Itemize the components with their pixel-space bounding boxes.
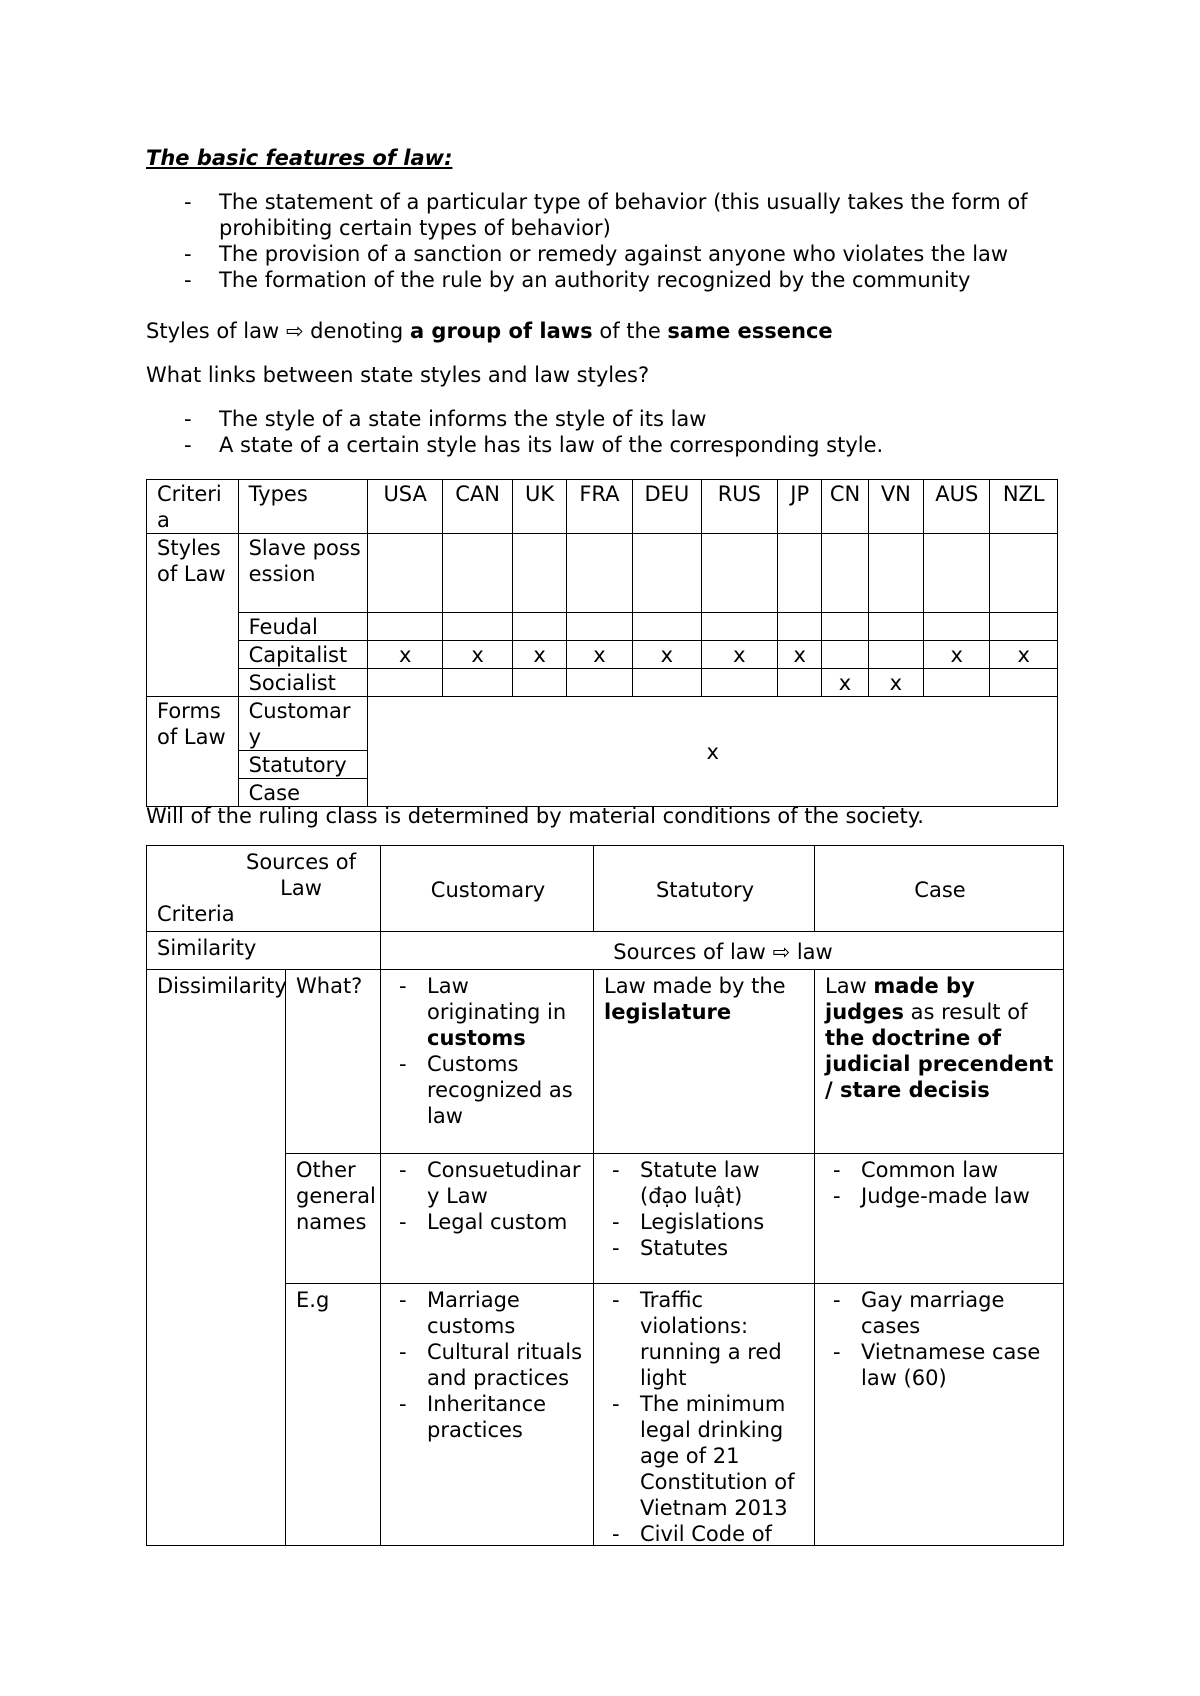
table-row	[147, 669, 1058, 697]
styles-of-law-line	[146, 318, 833, 344]
list-item: - Vietnamese case law (60)	[825, 1339, 1055, 1391]
statutory-eg-cell	[594, 1284, 815, 1546]
list-item	[604, 1391, 806, 1521]
type-cell: Capitalist	[238, 641, 368, 669]
header-cell: Types	[238, 480, 368, 534]
mark-cell	[513, 534, 566, 613]
header-cell: Customary	[381, 846, 594, 932]
mark-cell	[868, 641, 923, 669]
forms-of-law-label: Forms of Law	[147, 697, 239, 807]
mark-cell: x	[633, 641, 701, 669]
case-names-cell	[815, 1154, 1064, 1284]
statutory-what-cell	[594, 970, 815, 1154]
header-cell: RUS	[701, 480, 778, 534]
list-item: - Legal custom	[391, 1209, 585, 1235]
list-item: - Inheritance practices	[391, 1391, 585, 1443]
mark-cell	[566, 669, 632, 697]
list-item	[391, 973, 585, 1051]
header-cell: Statutory	[594, 846, 815, 932]
mark-cell	[442, 613, 512, 641]
list-item: - Cultural rituals and practices	[391, 1339, 585, 1391]
list-item: - Gay marriage cases	[825, 1287, 1055, 1339]
bold-text: a group of laws	[409, 319, 593, 343]
customary-names-cell	[381, 1154, 594, 1284]
header-cell: Criteria	[147, 480, 239, 534]
row-label: What?	[286, 970, 381, 1154]
mark-cell: x	[566, 641, 632, 669]
list-item: - Consuetudinary Law	[391, 1157, 585, 1209]
mark-cell: x	[513, 641, 566, 669]
list-item: - Marriage customs	[391, 1287, 585, 1339]
bold-text: the doctrine of judicial precendent / stare decisis	[825, 1026, 1054, 1102]
similarity-label: Similarity	[147, 932, 381, 970]
mark-cell	[368, 669, 442, 697]
table-header-row	[147, 480, 1058, 534]
type-cell: Case	[238, 779, 368, 807]
list-item: - Judge-made law	[825, 1183, 1055, 1209]
mark-cell	[566, 534, 632, 613]
type-cell: Slave possession	[238, 534, 368, 613]
mark-cell: x	[822, 669, 868, 697]
mark-cell	[368, 534, 442, 613]
header-cell: Case	[815, 846, 1064, 932]
features-list	[146, 189, 1076, 293]
text: Styles of law	[146, 319, 280, 343]
table-row	[147, 970, 1064, 1154]
header-cell: DEU	[633, 480, 701, 534]
text: Law made by the	[604, 974, 786, 998]
table-header-row	[147, 846, 1064, 932]
list-item: - The style of a state informs the style of its law	[146, 406, 1076, 432]
text: as result of	[903, 1000, 1028, 1024]
list-item: - Statutes	[604, 1235, 806, 1261]
question-line: What links between state styles and law styles?	[146, 363, 650, 387]
list-item: - The formation of the rule by an authority recognized by the community	[146, 267, 1076, 293]
mark-cell	[442, 669, 512, 697]
list-item: - Civil Code of	[604, 1521, 806, 1543]
table-row	[147, 641, 1058, 669]
mark-cell	[990, 534, 1058, 613]
mark-cell	[633, 669, 701, 697]
arrow-icon: ⇨	[285, 319, 304, 343]
mark-cell: x	[442, 641, 512, 669]
dissimilarity-label: Dissimilarity	[147, 970, 286, 1546]
header-cell: JP	[778, 480, 822, 534]
arrow-icon: ⇨	[772, 940, 791, 964]
type-cell: Statutory	[238, 751, 368, 779]
customary-what-cell	[381, 970, 594, 1154]
text: Law originating in	[427, 974, 567, 1024]
text: denoting	[303, 319, 410, 343]
statutory-names-cell	[594, 1154, 815, 1284]
text: Law	[825, 974, 874, 998]
mark-cell	[566, 613, 632, 641]
will-of-ruling-class-line: Will of the ruling class is determined by material conditions of the society.	[146, 804, 924, 828]
mark-cell	[924, 669, 990, 697]
mark-cell	[924, 613, 990, 641]
text: of the	[592, 319, 668, 343]
mark-cell	[924, 534, 990, 613]
bold-text: legislature	[604, 1000, 732, 1024]
mark-cell	[368, 613, 442, 641]
header-cell: USA	[368, 480, 442, 534]
mark-cell	[513, 613, 566, 641]
mark-cell	[990, 613, 1058, 641]
mark-cell: x	[990, 641, 1058, 669]
header-cell: FRA	[566, 480, 632, 534]
mark-cell: x	[778, 641, 822, 669]
header-cell: UK	[513, 480, 566, 534]
styles-forms-table	[146, 479, 1058, 807]
mark-cell	[633, 613, 701, 641]
mark-cell	[442, 534, 512, 613]
mark-cell	[701, 669, 778, 697]
text: The minimum legal drinking age of 21	[640, 1392, 786, 1468]
list	[825, 1157, 1055, 1209]
mark-cell	[701, 534, 778, 613]
page-title: The basic features of law:	[146, 146, 453, 170]
list-item: - Customs recognized as law	[391, 1051, 585, 1129]
criteria-header: Criteria	[157, 902, 235, 926]
mark-cell: x	[924, 641, 990, 669]
sources-of-law-header: Sources of Law	[246, 850, 356, 900]
mark-cell	[633, 534, 701, 613]
bold-text: customs	[427, 1026, 526, 1050]
list-item: - Statute law (đạo luật)	[604, 1157, 806, 1209]
header-cell: NZL	[990, 480, 1058, 534]
type-cell: Customary	[238, 697, 368, 751]
list-item: - The provision of a sanction or remedy against anyone who violates the law	[146, 241, 1076, 267]
case-what-cell	[815, 970, 1064, 1154]
list	[391, 973, 585, 1129]
similarity-value	[381, 932, 1064, 970]
sources-of-law-table	[146, 845, 1064, 1546]
case-eg-cell	[815, 1284, 1064, 1546]
mark-cell	[868, 534, 923, 613]
statutory-eg-clip	[604, 1287, 806, 1543]
customary-eg-cell	[381, 1284, 594, 1546]
text: law	[796, 940, 833, 964]
list	[604, 1157, 806, 1261]
list	[391, 1287, 585, 1443]
header-cell: CN	[822, 480, 868, 534]
header-cell: VN	[868, 480, 923, 534]
list-item: - A state of a certain style has its law of the corresponding style.	[146, 432, 1076, 458]
mark-cell: x	[368, 641, 442, 669]
mark-cell	[513, 669, 566, 697]
text: Sources of law	[613, 940, 766, 964]
mark-cell	[778, 613, 822, 641]
row-label: Other general names	[286, 1154, 381, 1284]
text: Constitution of Vietnam 2013	[640, 1470, 795, 1520]
type-cell: Socialist	[238, 669, 368, 697]
list	[825, 1287, 1055, 1391]
mark-cell: x	[701, 641, 778, 669]
list-item: - The statement of a particular type of behavior (this usually takes the form of prohibiting certain types of behavior)	[146, 189, 1076, 241]
header-cell: AUS	[924, 480, 990, 534]
forms-mark-cell: x	[368, 697, 1058, 807]
bold-text: same essence	[667, 319, 833, 343]
table-row	[147, 534, 1058, 613]
mark-cell: x	[868, 669, 923, 697]
list	[391, 1157, 585, 1235]
mark-cell	[822, 534, 868, 613]
table-row	[147, 697, 1058, 751]
table-row	[147, 613, 1058, 641]
links-list	[146, 406, 1076, 458]
list-item: - Traffic violations: running a red light	[604, 1287, 806, 1391]
bold-text: made by judges	[825, 974, 975, 1024]
type-cell: Feudal	[238, 613, 368, 641]
mark-cell	[822, 641, 868, 669]
mark-cell	[822, 613, 868, 641]
corner-header-cell	[147, 846, 381, 932]
mark-cell	[990, 669, 1058, 697]
styles-of-law-label: Styles of Law	[147, 534, 239, 697]
mark-cell	[778, 669, 822, 697]
list-item: - Common law	[825, 1157, 1055, 1183]
mark-cell	[868, 613, 923, 641]
mark-cell	[778, 534, 822, 613]
list-item: - Legislations	[604, 1209, 806, 1235]
table-row	[147, 932, 1064, 970]
header-cell: CAN	[442, 480, 512, 534]
mark-cell	[701, 613, 778, 641]
list	[604, 1287, 806, 1543]
row-label: E.g	[286, 1284, 381, 1546]
